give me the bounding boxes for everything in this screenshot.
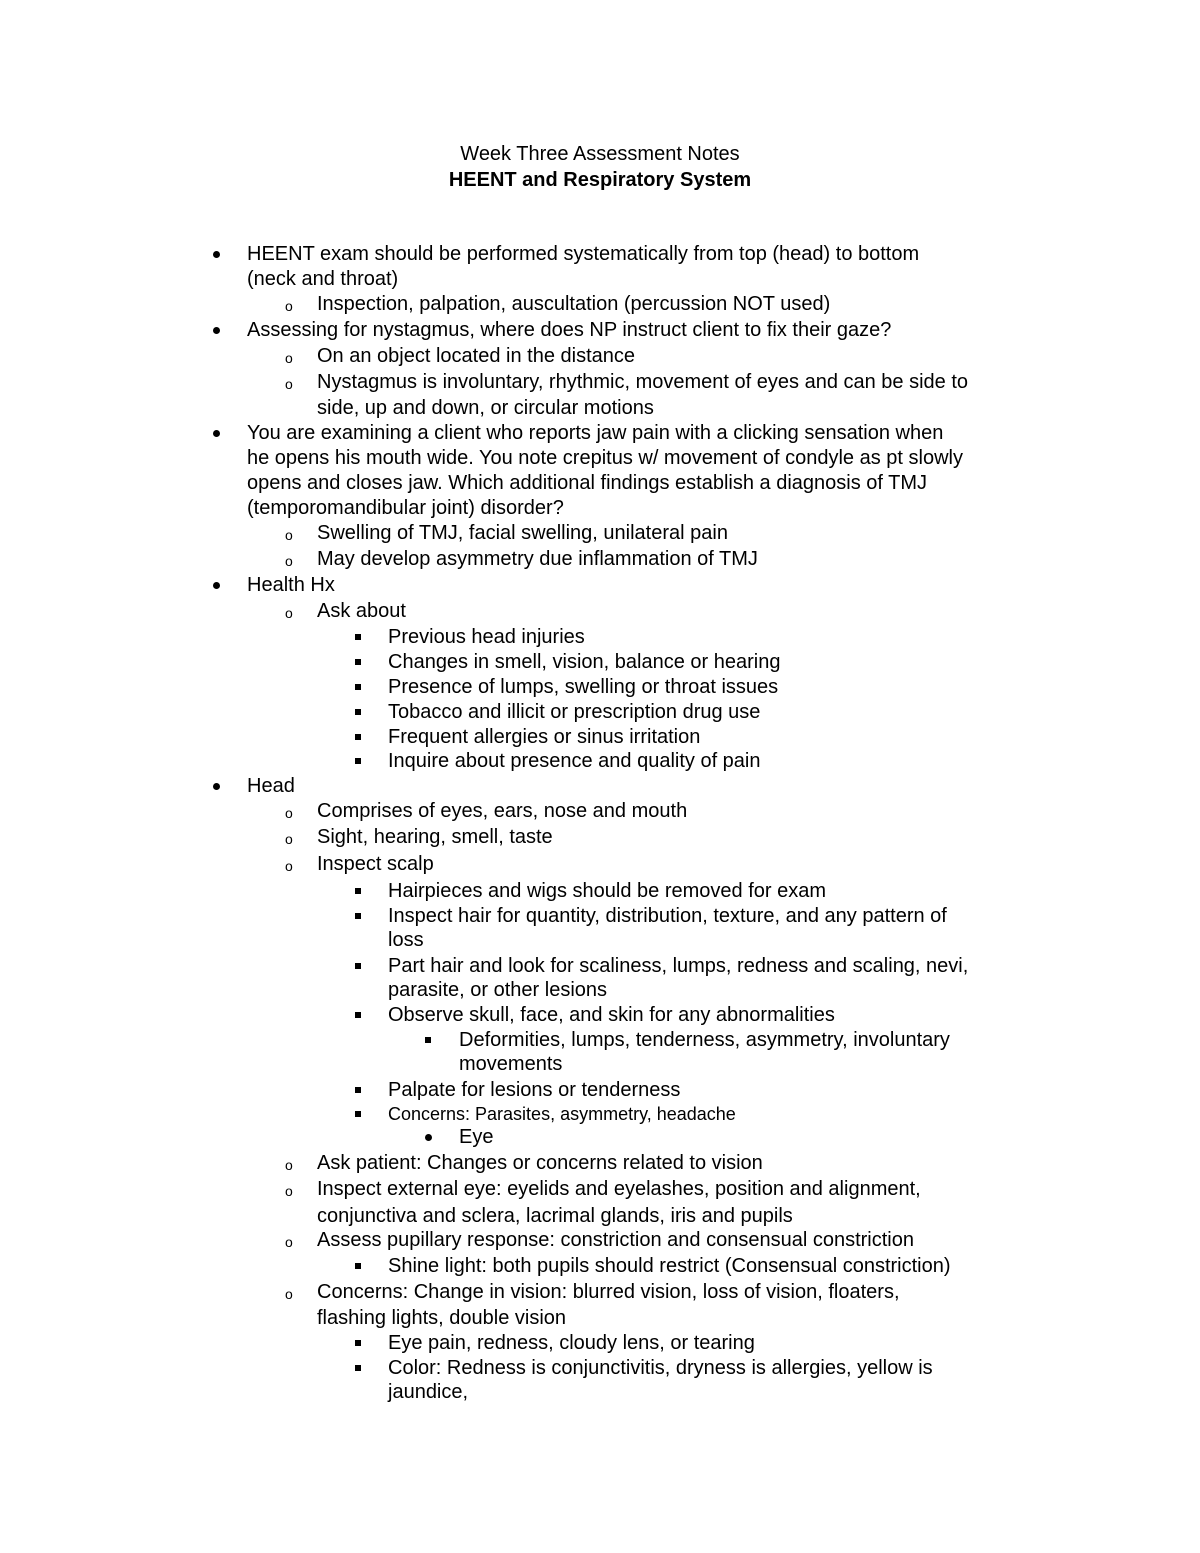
note-line-level-2: Sight, hearing, smell, taste bbox=[317, 826, 553, 848]
note-line-level-2: Nystagmus is involuntary, rhythmic, movement of eyes and can be side to bbox=[317, 371, 969, 393]
note-line-level-2: Concerns: Change in vision: blurred vision, loss of vision, floaters, bbox=[317, 1281, 900, 1303]
bullet-circle-icon: o bbox=[285, 376, 293, 392]
note-line-level-3: Eye pain, redness, cloudy lens, or tearing bbox=[388, 1332, 755, 1354]
bullet-square-icon bbox=[355, 1365, 361, 1371]
bullet-square-icon bbox=[355, 758, 361, 764]
bullet-square-icon bbox=[355, 1111, 361, 1117]
note-line-level-3: Presence of lumps, swelling or throat issues bbox=[388, 676, 779, 698]
note-line-level-3: Palpate for lesions or tenderness bbox=[388, 1079, 681, 1101]
bullet-circle-icon: o bbox=[285, 553, 293, 569]
note-line-level-4: Deformities, lumps, tenderness, asymmetry, involuntary bbox=[459, 1029, 950, 1051]
note-line-level-1: HEENT exam should be performed systematically from top (head) to bottom bbox=[247, 243, 920, 265]
note-line-level-4: movements bbox=[459, 1053, 563, 1075]
bullet-square-icon bbox=[355, 1340, 361, 1346]
note-line-level-4: Eye bbox=[459, 1126, 494, 1148]
note-line-level-3: Shine light: both pupils should restrict (Consensual constriction) bbox=[388, 1255, 951, 1277]
note-line-level-1: opens and closes jaw. Which additional findings establish a diagnosis of TMJ bbox=[247, 472, 928, 494]
note-line-level-3: Frequent allergies or sinus irritation bbox=[388, 726, 701, 748]
note-line-level-2: May develop asymmetry due inflammation of TMJ bbox=[317, 548, 758, 570]
note-line-level-3: jaundice, bbox=[388, 1381, 469, 1403]
bullet-square-icon bbox=[355, 963, 361, 969]
bullet-square-icon bbox=[355, 888, 361, 894]
note-line-level-2: flashing lights, double vision bbox=[317, 1307, 567, 1329]
note-line-level-2: Ask patient: Changes or concerns related to vision bbox=[317, 1152, 763, 1174]
note-line-level-1: Head bbox=[247, 775, 295, 797]
bullet-circle-icon: o bbox=[285, 1157, 293, 1173]
note-line-level-2: Inspect external eye: eyelids and eyelashes, position and alignment, bbox=[317, 1178, 921, 1200]
note-line-level-3: Part hair and look for scaliness, lumps, redness and scaling, nevi, bbox=[388, 955, 969, 977]
note-line-level-2: Inspection, palpation, auscultation (percussion NOT used) bbox=[317, 293, 831, 315]
bullet-circle-icon: o bbox=[285, 350, 293, 366]
document-subtitle: HEENT and Respiratory System bbox=[448, 169, 752, 191]
bullet-circle-icon: o bbox=[285, 298, 293, 314]
bullet-square-icon bbox=[355, 1012, 361, 1018]
note-line-level-2: Assess pupillary response: constriction and consensual constriction bbox=[317, 1229, 914, 1251]
note-line-level-2: Swelling of TMJ, facial swelling, unilateral pain bbox=[317, 522, 728, 544]
bullet-disc-icon bbox=[213, 582, 220, 589]
bullet-square-icon bbox=[425, 1037, 431, 1043]
note-line-level-1: Health Hx bbox=[247, 574, 335, 596]
note-line-level-1: Assessing for nystagmus, where does NP instruct client to fix their gaze? bbox=[247, 319, 892, 341]
note-line-level-3: loss bbox=[388, 929, 424, 951]
note-line-level-2: side, up and down, or circular motions bbox=[317, 397, 654, 419]
note-line-level-1: (temporomandibular joint) disorder? bbox=[247, 497, 564, 519]
bullet-disc-icon bbox=[213, 430, 220, 437]
note-line-level-3: Inspect hair for quantity, distribution, texture, and any pattern of bbox=[388, 905, 947, 927]
bullet-disc-icon bbox=[425, 1134, 432, 1141]
bullet-circle-icon: o bbox=[285, 527, 293, 543]
note-line-level-3: parasite, or other lesions bbox=[388, 979, 608, 1001]
note-line-level-2: Inspect scalp bbox=[317, 853, 434, 875]
note-line-level-3: Hairpieces and wigs should be removed for exam bbox=[388, 880, 826, 902]
note-line-level-3: Color: Redness is conjunctivitis, dryness is allergies, yellow is bbox=[388, 1357, 933, 1379]
note-line-level-3: Observe skull, face, and skin for any abnormalities bbox=[388, 1004, 835, 1026]
note-line-level-2: On an object located in the distance bbox=[317, 345, 635, 367]
note-line-level-3: Concerns: Parasites, asymmetry, headache bbox=[388, 1104, 736, 1124]
note-line-level-1: (neck and throat) bbox=[247, 268, 399, 290]
bullet-square-icon bbox=[355, 913, 361, 919]
bullet-circle-icon: o bbox=[285, 858, 293, 874]
bullet-square-icon bbox=[355, 634, 361, 640]
bullet-disc-icon bbox=[213, 327, 220, 334]
bullet-square-icon bbox=[355, 1087, 361, 1093]
note-line-level-3: Inquire about presence and quality of pain bbox=[388, 750, 761, 772]
note-line-level-3: Previous head injuries bbox=[388, 626, 585, 648]
note-line-level-3: Changes in smell, vision, balance or hearing bbox=[388, 651, 781, 673]
bullet-square-icon bbox=[355, 684, 361, 690]
bullet-square-icon bbox=[355, 709, 361, 715]
note-line-level-1: You are examining a client who reports jaw pain with a clicking sensation when bbox=[247, 422, 944, 444]
note-line-level-3: Tobacco and illicit or prescription drug use bbox=[388, 701, 761, 723]
bullet-circle-icon: o bbox=[285, 1234, 293, 1250]
bullet-circle-icon: o bbox=[285, 805, 293, 821]
note-line-level-1: he opens his mouth wide. You note crepitus w/ movement of condyle as pt slowly bbox=[247, 447, 963, 469]
bullet-disc-icon bbox=[213, 783, 220, 790]
note-line-level-2: Comprises of eyes, ears, nose and mouth bbox=[317, 800, 688, 822]
bullet-circle-icon: o bbox=[285, 605, 293, 621]
bullet-circle-icon: o bbox=[285, 831, 293, 847]
document-title: Week Three Assessment Notes bbox=[460, 143, 740, 165]
bullet-square-icon bbox=[355, 1263, 361, 1269]
bullet-square-icon bbox=[355, 734, 361, 740]
note-line-level-2: conjunctiva and sclera, lacrimal glands, iris and pupils bbox=[317, 1205, 793, 1227]
bullet-circle-icon: o bbox=[285, 1183, 293, 1199]
bullet-square-icon bbox=[355, 659, 361, 665]
bullet-circle-icon: o bbox=[285, 1286, 293, 1302]
bullet-disc-icon bbox=[213, 251, 220, 258]
note-line-level-2: Ask about bbox=[317, 600, 406, 622]
